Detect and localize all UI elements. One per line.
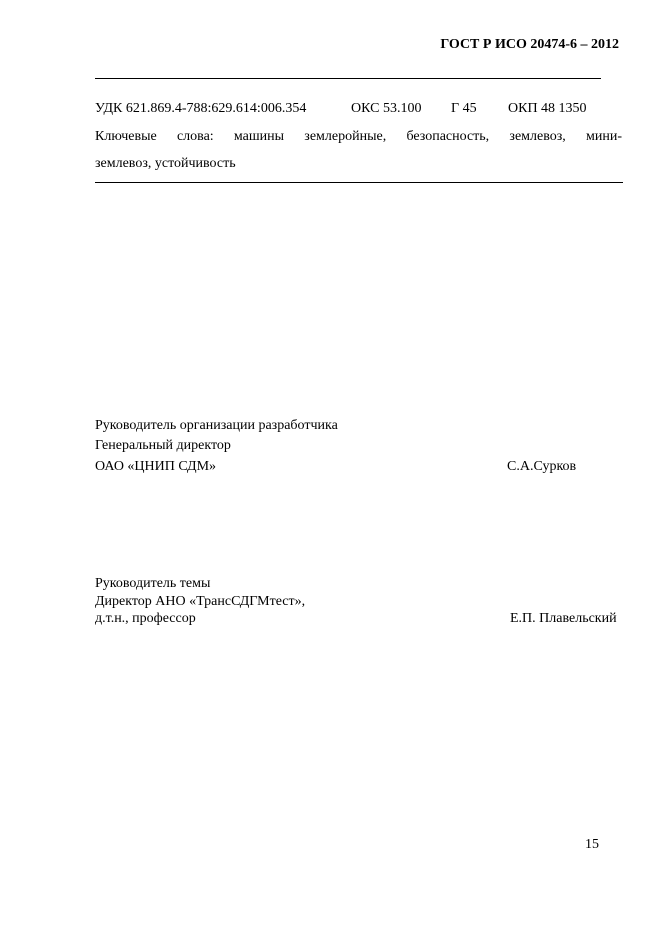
keywords-line-2: землевоз, устойчивость (95, 156, 236, 171)
udk-code: УДК 621.869.4-788:629.614:006.354 (95, 101, 307, 116)
signature-2-position: Директор АНО «ТрансСДГМтест», (95, 594, 306, 609)
signature-2-degree: д.т.н., профессор (95, 611, 196, 626)
document-number-header: ГОСТ Р ИСО 20474-6 – 2012 (440, 37, 619, 52)
keywords-line-1: Ключевые слова: машины землеройные, безопасность, землевоз, мини- (95, 129, 622, 144)
signature-1-name: С.А.Сурков (507, 459, 577, 474)
signature-2-name: Е.П. Плавельский (510, 611, 617, 626)
signature-1-position: Генеральный директор (95, 438, 231, 453)
signature-1-organization: ОАО «ЦНИП СДМ» (95, 459, 217, 474)
bottom-divider (95, 182, 623, 183)
top-divider (95, 78, 601, 79)
signature-1-role: Руководитель организации разработчика (95, 418, 338, 433)
okp-code: ОКП 48 1350 (508, 101, 587, 116)
signature-2-role: Руководитель темы (95, 576, 211, 591)
oks-code: ОКС 53.100 (351, 101, 422, 116)
page-number: 15 (585, 837, 599, 852)
group-code: Г 45 (451, 101, 477, 116)
